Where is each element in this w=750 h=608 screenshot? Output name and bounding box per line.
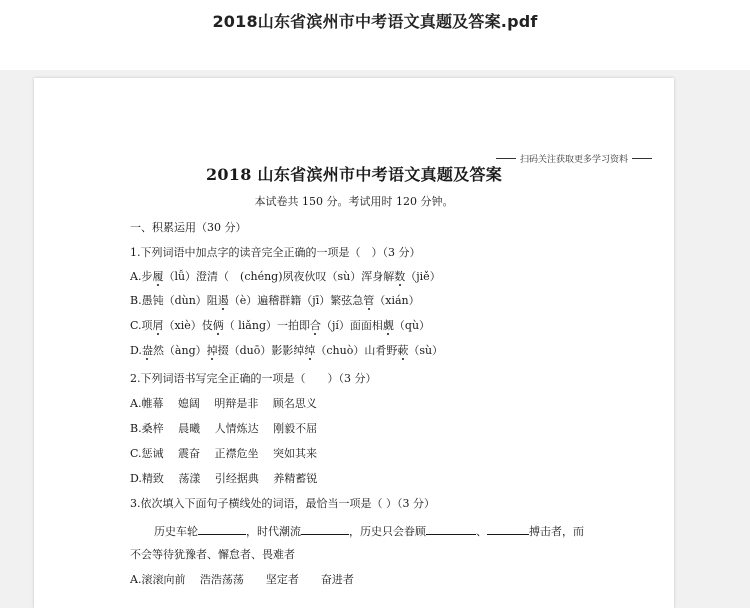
section-heading: 一、积累运用（30 分） [130, 221, 247, 234]
question-1-option-d [130, 344, 443, 358]
fill-blank [198, 523, 246, 535]
fill-blank [426, 523, 476, 535]
question-3-sentence-continuation: 不会等待犹豫者、懈怠者、畏难者 [130, 548, 295, 561]
question-2-option-b: B.桑梓 晨曦 人情炼达 刚毅不屈 [130, 422, 318, 435]
text-segment: （ liǎng）一拍即 [223, 319, 310, 332]
dotted-char: 俩 [212, 319, 224, 332]
question-3-sentence [154, 523, 584, 539]
text-segment: （chuò）山肴野 [315, 344, 398, 357]
text-segment: （jí）面面相 [320, 319, 383, 332]
text-segment: B.愚钝（dùn）阻 [130, 294, 218, 307]
question-1-option-c [130, 319, 430, 333]
text-segment: 历史车轮 [154, 525, 198, 538]
text-segment: 掇（duō）影影绰 [217, 344, 305, 357]
watermark-text: 扫码关注获取更多学习资料 [519, 155, 628, 165]
text-segment: ，时代潮流 [246, 525, 301, 538]
document-title: 2018 山东省滨州市中考语文真题及答案 [205, 165, 503, 184]
text-segment: （xián） [374, 294, 420, 307]
text-segment: 搏击者，而 [529, 525, 584, 538]
text-segment: A.步 [130, 270, 153, 283]
text-segment: （è）遍稽群籍（jī）繁弦急 [228, 294, 364, 307]
question-2-option-c: C.惩诫 震奋 正襟危坐 突如其来 [130, 447, 318, 460]
question-2-stem: 2.下列词语书写完全正确的一项是（ ）（3 分） [130, 372, 377, 385]
dotted-char: 绰 [304, 344, 316, 357]
question-2-option-d: D.精致 荡漾 引经据典 养精蓄锐 [130, 472, 318, 485]
text-segment: （xiè）伎 [163, 319, 213, 332]
text-segment: D. [130, 344, 142, 357]
text-segment: 、 [476, 525, 487, 538]
question-1-option-a [130, 270, 441, 284]
dotted-char: 屑 [152, 319, 164, 332]
dotted-char: 蔌 [397, 344, 409, 357]
question-3-option-a: A.滚滚向前 浩浩荡荡 坚定者 奋进者 [130, 573, 354, 586]
dotted-char: 遏 [217, 294, 229, 307]
dotted-char: 掉 [206, 344, 218, 357]
fill-blank [487, 523, 529, 535]
text-segment: （jiě） [405, 270, 441, 283]
dotted-char: 管 [363, 294, 375, 307]
question-3-stem: 3.依次填入下面句子横线处的词语，最恰当一项是（ ）（3 分） [130, 497, 435, 510]
dotted-char: 觑 [382, 319, 394, 332]
dotted-char: 数 [394, 270, 406, 283]
dotted-char: 合 [309, 319, 321, 332]
text-segment: （qù） [393, 319, 431, 332]
question-1-stem: 1.下列词语中加点字的读音完全正确的一项是（ ）（3 分） [130, 246, 421, 259]
file-name-title: 2018山东省滨州市中考语文真题及答案.pdf [212, 12, 538, 31]
dotted-char: 履 [152, 270, 164, 283]
text-segment: （sù） [408, 344, 444, 357]
exam-intro: 本试卷共 150 分。考试用时 120 分钟。 [254, 195, 454, 208]
watermark-rule-left [496, 158, 516, 159]
text-segment: （lǚ）澄清（ (chéng)夙夜伙叹（sù）浑身解 [163, 270, 395, 283]
text-segment: C.项 [130, 319, 153, 332]
viewer-header [0, 0, 750, 70]
text-segment: ，历史只会眷顾 [349, 525, 426, 538]
watermark-rule-right [632, 158, 652, 159]
dotted-char: 盎 [141, 344, 153, 357]
document-page [34, 78, 674, 608]
question-1-option-b [130, 294, 420, 308]
question-2-option-a: A.帷幕 媳阔 明辩是非 顾名思义 [130, 397, 317, 410]
fill-blank [301, 523, 349, 535]
text-segment: 然（àng） [152, 344, 207, 357]
